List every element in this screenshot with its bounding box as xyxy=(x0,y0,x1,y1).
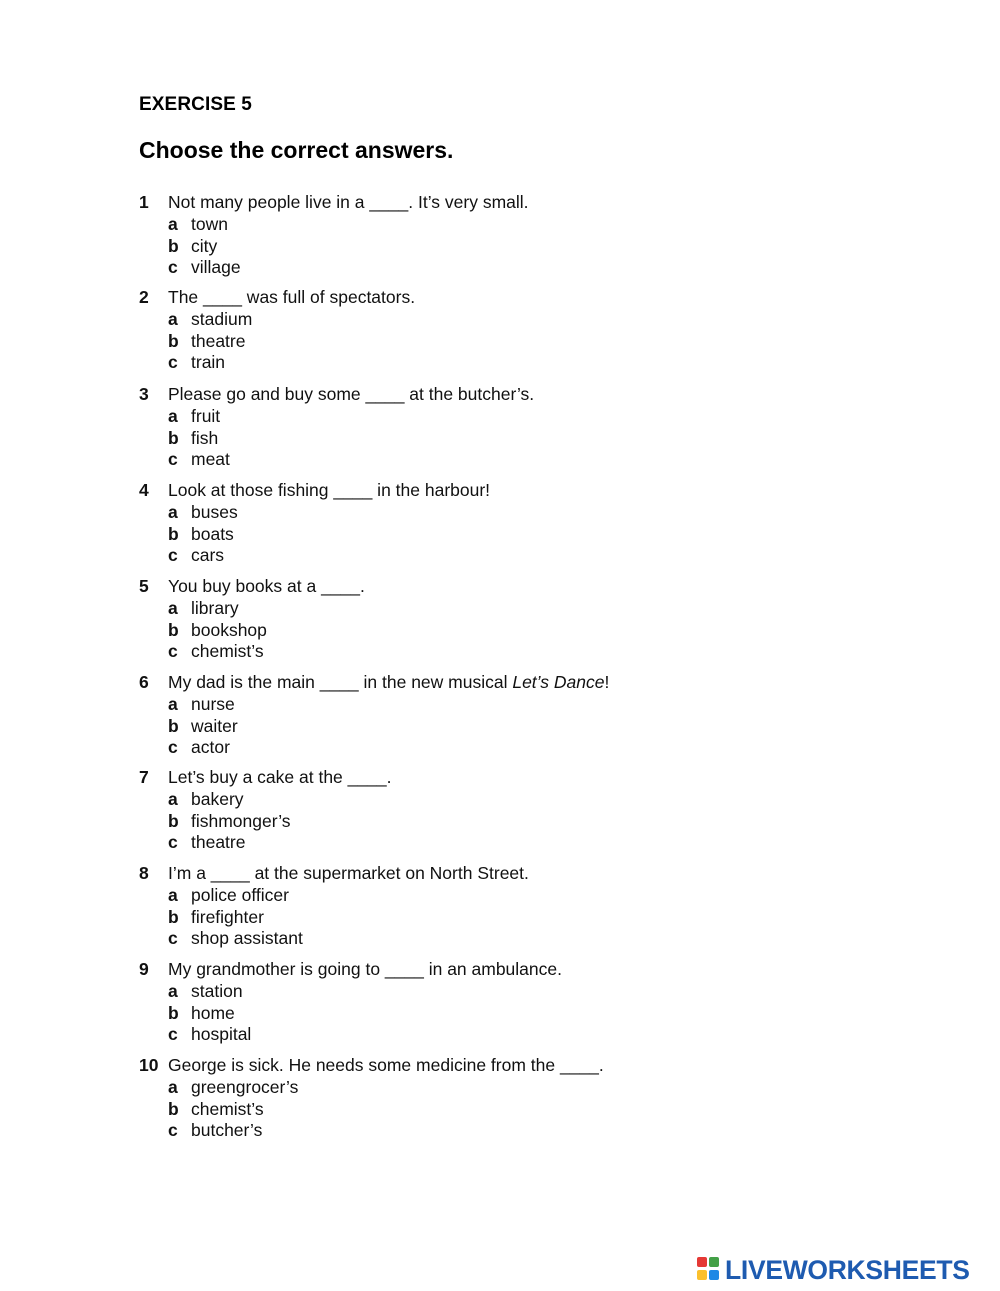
question-item xyxy=(139,576,759,663)
answer-option-a[interactable] xyxy=(139,214,759,236)
option-text: city xyxy=(191,235,218,256)
answer-option-b[interactable] xyxy=(139,524,759,546)
option-letter: b xyxy=(168,235,179,256)
logo-text: LIVEWORKSHEETS xyxy=(725,1255,970,1285)
option-letter: b xyxy=(168,1098,179,1119)
option-letter: a xyxy=(168,693,178,714)
option-letter: a xyxy=(168,1076,178,1097)
option-letter: c xyxy=(168,928,178,949)
question-number: 5 xyxy=(139,576,149,596)
option-letter: b xyxy=(168,1002,179,1023)
option-letter: c xyxy=(168,1024,178,1045)
question-text-part: My dad is the main ____ in the new musical xyxy=(168,672,513,692)
question-item xyxy=(139,1055,759,1142)
question-number: 10 xyxy=(139,1055,159,1075)
question-line xyxy=(139,863,759,885)
question-line xyxy=(139,480,759,502)
option-text: town xyxy=(191,213,228,234)
answer-option-b[interactable] xyxy=(139,428,759,450)
answer-option-b[interactable] xyxy=(139,1003,759,1025)
question-text xyxy=(168,672,609,694)
option-text: bakery xyxy=(191,788,244,809)
question-item xyxy=(139,767,759,854)
option-text: train xyxy=(191,352,226,373)
question-text: My grandmother is going to ____ in an ambulance. xyxy=(168,959,562,979)
option-letter: b xyxy=(168,715,179,736)
question-line xyxy=(139,1055,759,1077)
question-text: Please go and buy some ____ at the butcher’s. xyxy=(168,384,535,404)
answer-option-a[interactable] xyxy=(139,598,759,620)
option-letter: b xyxy=(168,619,179,640)
option-letter: c xyxy=(168,641,178,662)
option-letter: b xyxy=(168,906,179,927)
logo-block-i xyxy=(709,1257,719,1267)
answer-option-b[interactable] xyxy=(139,716,759,738)
option-text: boats xyxy=(191,523,234,544)
option-text: meat xyxy=(191,449,230,470)
option-text: stadium xyxy=(191,308,253,329)
answer-option-c[interactable] xyxy=(139,1024,759,1046)
question-item xyxy=(139,863,759,950)
question-text-part: ! xyxy=(604,672,610,692)
option-text: home xyxy=(191,1002,235,1023)
question-number: 3 xyxy=(139,384,149,404)
question-text: You buy books at a ____. xyxy=(168,576,365,596)
logo-block-e xyxy=(709,1270,719,1280)
question-line xyxy=(139,959,759,981)
option-text: waiter xyxy=(191,715,238,736)
option-letter: a xyxy=(168,501,178,522)
question-line xyxy=(139,672,759,694)
option-text: buses xyxy=(191,501,238,522)
option-letter: c xyxy=(168,352,178,373)
question-text: The ____ was full of spectators. xyxy=(168,287,416,307)
question-text: Not many people live in a ____. It’s very small. xyxy=(168,192,529,212)
answer-option-b[interactable] xyxy=(139,620,759,642)
question-text: Look at those fishing ____ in the harbour! xyxy=(168,480,491,500)
option-text: station xyxy=(191,980,243,1001)
option-letter: a xyxy=(168,980,178,1001)
question-item xyxy=(139,672,759,759)
option-text: library xyxy=(191,597,239,618)
option-letter: c xyxy=(168,257,178,278)
answer-option-b[interactable] xyxy=(139,811,759,833)
option-letter: a xyxy=(168,597,178,618)
option-text: fishmonger’s xyxy=(191,810,291,831)
question-text: I’m a ____ at the supermarket on North Street. xyxy=(168,863,529,883)
answer-option-c[interactable] xyxy=(139,832,759,854)
option-text: chemist’s xyxy=(191,641,264,662)
question-item xyxy=(139,192,759,279)
option-text: butcher’s xyxy=(191,1120,263,1141)
option-letter: c xyxy=(168,832,178,853)
question-line xyxy=(139,287,759,309)
option-letter: b xyxy=(168,427,179,448)
answer-option-a[interactable] xyxy=(139,502,759,524)
answer-option-a[interactable] xyxy=(139,694,759,716)
option-letter: b xyxy=(168,810,179,831)
answer-option-a[interactable] xyxy=(139,885,759,907)
option-text: shop assistant xyxy=(191,928,303,949)
answer-option-c[interactable] xyxy=(139,449,759,471)
answer-option-c[interactable] xyxy=(139,1120,759,1142)
answer-option-c[interactable] xyxy=(139,545,759,567)
liveworksheets-logo[interactable] xyxy=(697,1255,997,1285)
liveworksheets-blocks-icon xyxy=(697,1257,721,1283)
question-item xyxy=(139,384,759,471)
option-letter: a xyxy=(168,308,178,329)
answer-option-c[interactable] xyxy=(139,257,759,279)
option-text: greengrocer’s xyxy=(191,1076,299,1097)
option-letter: a xyxy=(168,788,178,809)
option-text: theatre xyxy=(191,832,246,853)
option-letter: b xyxy=(168,523,179,544)
answer-option-b[interactable] xyxy=(139,907,759,929)
answer-option-c[interactable] xyxy=(139,737,759,759)
option-letter: b xyxy=(168,330,179,351)
option-text: theatre xyxy=(191,330,246,351)
musical-title: Let’s Dance xyxy=(512,672,605,692)
option-letter: c xyxy=(168,1120,178,1141)
question-text: George is sick. He needs some medicine from the ____. xyxy=(168,1055,604,1075)
question-line xyxy=(139,384,759,406)
answer-option-a[interactable] xyxy=(139,406,759,428)
exercise-title: EXERCISE 5 xyxy=(139,94,252,115)
option-text: fish xyxy=(191,427,219,448)
question-text: Let’s buy a cake at the ____. xyxy=(168,767,392,787)
answer-option-c[interactable] xyxy=(139,352,759,374)
option-letter: c xyxy=(168,545,178,566)
option-text: cars xyxy=(191,545,225,566)
question-number: 8 xyxy=(139,863,149,883)
question-number: 6 xyxy=(139,672,149,692)
logo-block-l xyxy=(697,1257,707,1267)
question-number: 1 xyxy=(139,192,149,212)
option-text: actor xyxy=(191,737,230,758)
answer-option-a[interactable] xyxy=(139,789,759,811)
option-text: bookshop xyxy=(191,619,267,640)
option-text: village xyxy=(191,257,241,278)
answer-option-b[interactable] xyxy=(139,1099,759,1121)
question-number: 9 xyxy=(139,959,149,979)
option-text: hospital xyxy=(191,1024,252,1045)
answer-option-a[interactable] xyxy=(139,981,759,1003)
question-line xyxy=(139,576,759,598)
option-text: nurse xyxy=(191,693,235,714)
question-item xyxy=(139,959,759,1046)
question-item xyxy=(139,287,759,374)
option-text: firefighter xyxy=(191,906,264,927)
question-line xyxy=(139,192,759,214)
question-item xyxy=(139,480,759,567)
option-letter: a xyxy=(168,405,178,426)
option-text: chemist’s xyxy=(191,1098,264,1119)
answer-option-b[interactable] xyxy=(139,236,759,258)
answer-option-b[interactable] xyxy=(139,331,759,353)
answer-option-a[interactable] xyxy=(139,1077,759,1099)
option-letter: a xyxy=(168,884,178,905)
question-number: 2 xyxy=(139,287,149,307)
answer-option-c[interactable] xyxy=(139,928,759,950)
question-number: 7 xyxy=(139,767,149,787)
instruction-heading: Choose the correct answers. xyxy=(139,137,454,163)
option-letter: c xyxy=(168,449,178,470)
option-text: police officer xyxy=(191,884,289,905)
logo-block-v xyxy=(697,1270,707,1280)
option-letter: a xyxy=(168,213,178,234)
question-number: 4 xyxy=(139,480,149,500)
option-letter: c xyxy=(168,737,178,758)
answer-option-c[interactable] xyxy=(139,641,759,663)
question-line xyxy=(139,767,759,789)
answer-option-a[interactable] xyxy=(139,309,759,331)
option-text: fruit xyxy=(191,405,221,426)
